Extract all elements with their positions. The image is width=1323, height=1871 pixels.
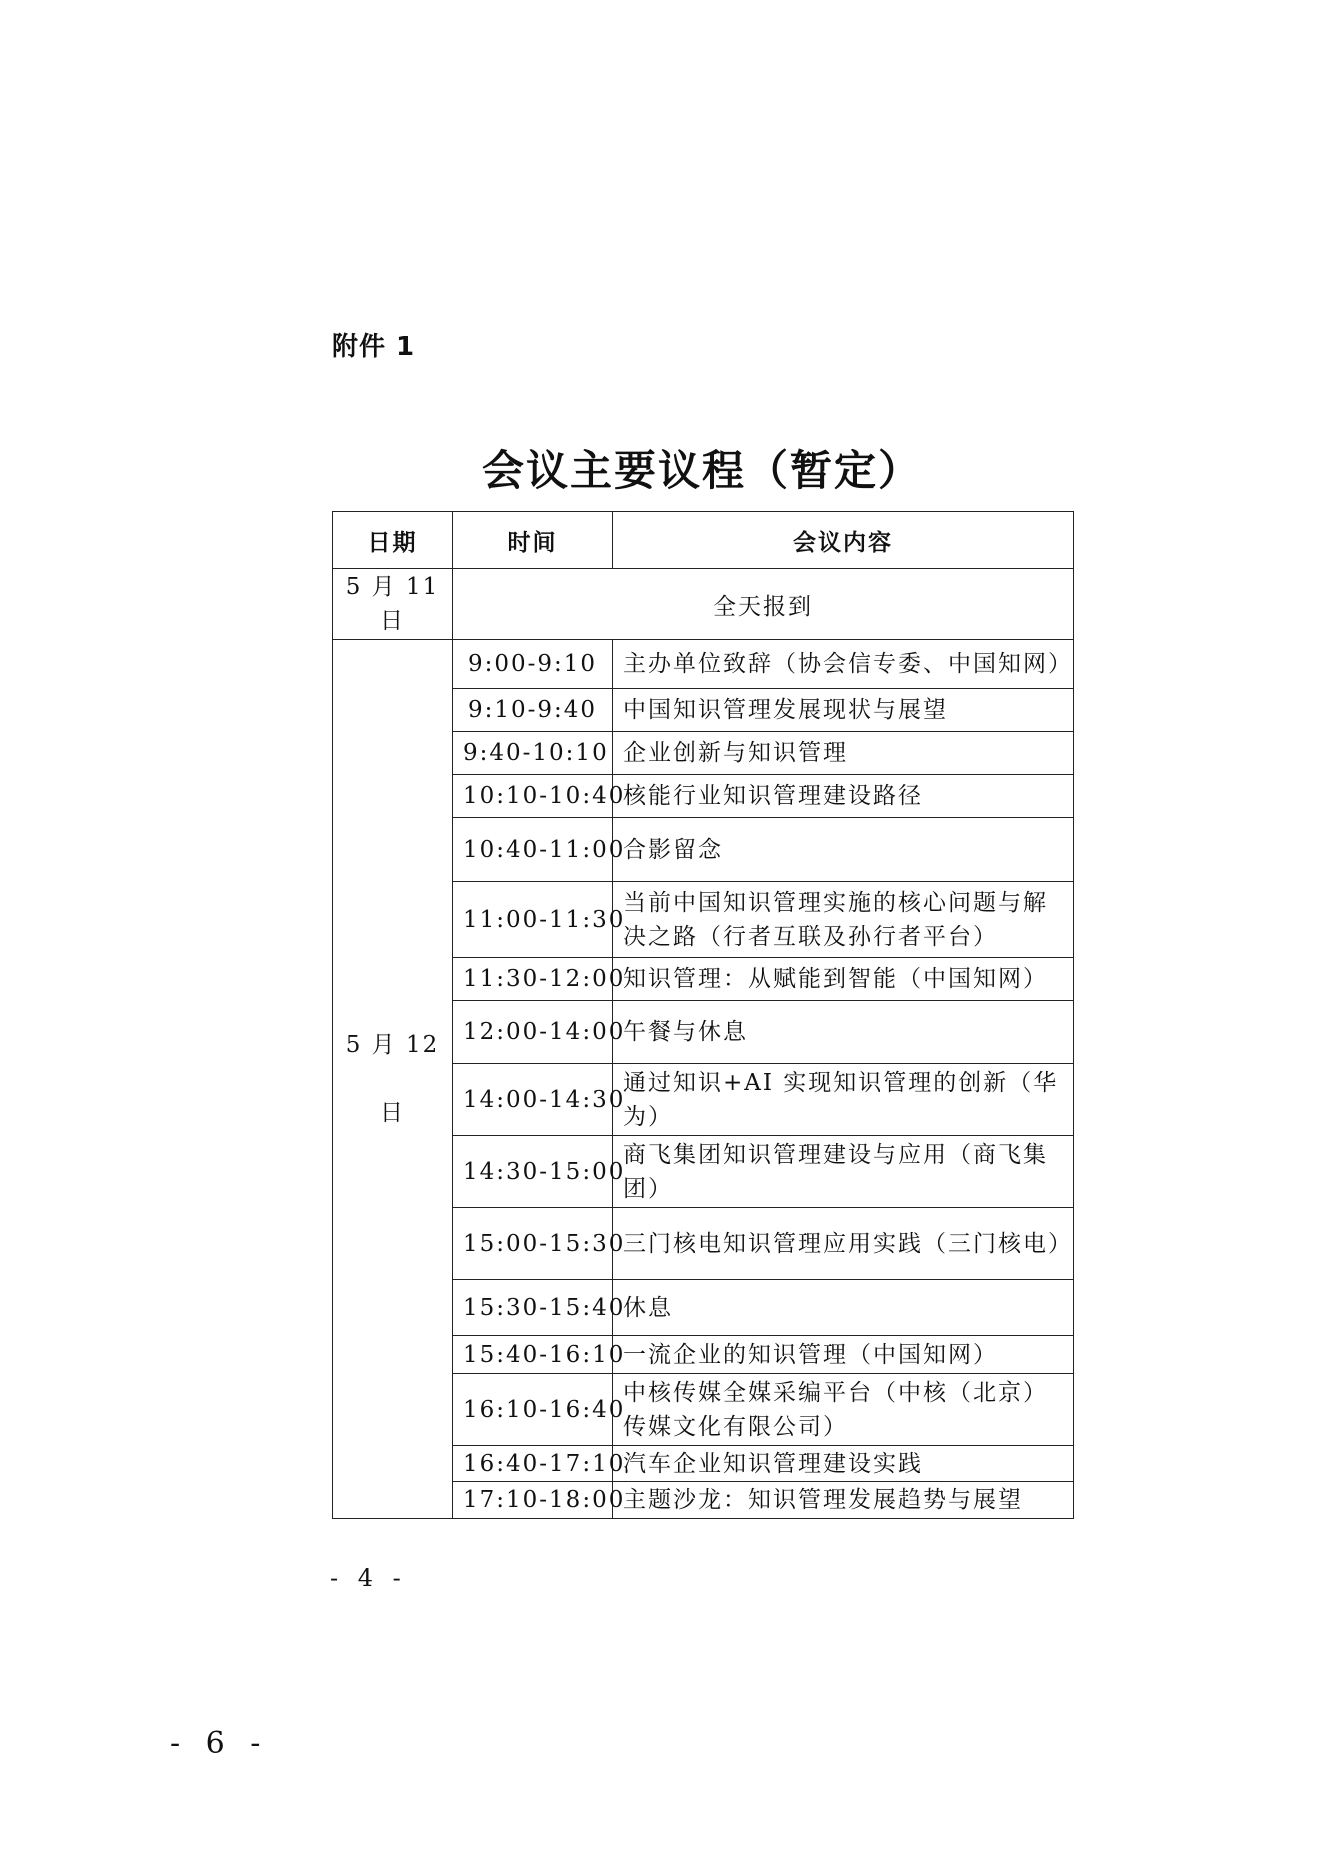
content-cell: 合影留念 xyxy=(613,818,1074,882)
content-cell: 商飞集团知识管理建设与应用（商飞集团） xyxy=(613,1136,1074,1208)
checkin-cell: 全天报到 xyxy=(453,569,1074,640)
page-number-inner: - 4 - xyxy=(330,1564,407,1592)
time-cell: 11:30-12:00 xyxy=(453,958,613,1001)
table-row-day1 xyxy=(333,569,1074,640)
attachment-label: 附件 1 xyxy=(332,332,416,362)
document-title: 会议主要议程（暂定） xyxy=(481,446,922,495)
content-cell: 汽车企业知识管理建设实践 xyxy=(613,1446,1074,1482)
table-header-row xyxy=(333,512,1074,569)
header-content: 会议内容 xyxy=(613,512,1074,569)
time-cell: 16:40-17:10 xyxy=(453,1446,613,1482)
content-cell: 主办单位致辞（协会信专委、中国知网） xyxy=(613,640,1074,689)
header-date: 日期 xyxy=(333,512,453,569)
time-cell: 14:30-15:00 xyxy=(453,1136,613,1208)
time-cell: 16:10-16:40 xyxy=(453,1374,613,1446)
time-cell: 15:30-15:40 xyxy=(453,1280,613,1336)
table-row xyxy=(333,640,1074,689)
content-cell: 核能行业知识管理建设路径 xyxy=(613,775,1074,818)
time-cell: 10:10-10:40 xyxy=(453,775,613,818)
page-number-outer: - 6 - xyxy=(170,1726,269,1761)
content-cell: 三门核电知识管理应用实践（三门核电） xyxy=(613,1208,1074,1280)
date-day1-line1: 5 月 11 xyxy=(345,574,440,600)
agenda-table xyxy=(332,511,1074,1519)
date-day2-line1: 5 月 12 xyxy=(345,1032,440,1058)
content-cell: 休息 xyxy=(613,1280,1074,1336)
content-cell: 企业创新与知识管理 xyxy=(613,732,1074,775)
content-cell: 当前中国知识管理实施的核心问题与解决之路（行者互联及孙行者平台） xyxy=(613,882,1074,958)
content-cell: 知识管理：从赋能到智能（中国知网） xyxy=(613,958,1074,1001)
time-cell: 11:00-11:30 xyxy=(453,882,613,958)
time-cell: 17:10-18:00 xyxy=(453,1482,613,1519)
time-cell: 9:10-9:40 xyxy=(453,689,613,732)
content-cell: 主题沙龙：知识管理发展趋势与展望 xyxy=(613,1482,1074,1519)
content-cell: 中国知识管理发展现状与展望 xyxy=(613,689,1074,732)
time-cell: 12:00-14:00 xyxy=(453,1001,613,1064)
date-day2-line2: 日 xyxy=(380,1100,405,1126)
date-day1-line2: 日 xyxy=(380,608,405,634)
time-cell: 14:00-14:30 xyxy=(453,1064,613,1136)
time-cell: 9:00-9:10 xyxy=(453,640,613,689)
content-cell: 通过知识+AI 实现知识管理的创新（华为） xyxy=(613,1064,1074,1136)
time-cell: 15:40-16:10 xyxy=(453,1336,613,1374)
time-cell: 15:00-15:30 xyxy=(453,1208,613,1280)
time-cell: 10:40-11:00 xyxy=(453,818,613,882)
date-cell-day2 xyxy=(333,640,453,1519)
header-time: 时间 xyxy=(453,512,613,569)
time-cell: 9:40-10:10 xyxy=(453,732,613,775)
content-cell: 一流企业的知识管理（中国知网） xyxy=(613,1336,1074,1374)
content-cell: 中核传媒全媒采编平台（中核（北京）传媒文化有限公司） xyxy=(613,1374,1074,1446)
content-cell: 午餐与休息 xyxy=(613,1001,1074,1064)
date-cell-day1 xyxy=(333,569,453,640)
